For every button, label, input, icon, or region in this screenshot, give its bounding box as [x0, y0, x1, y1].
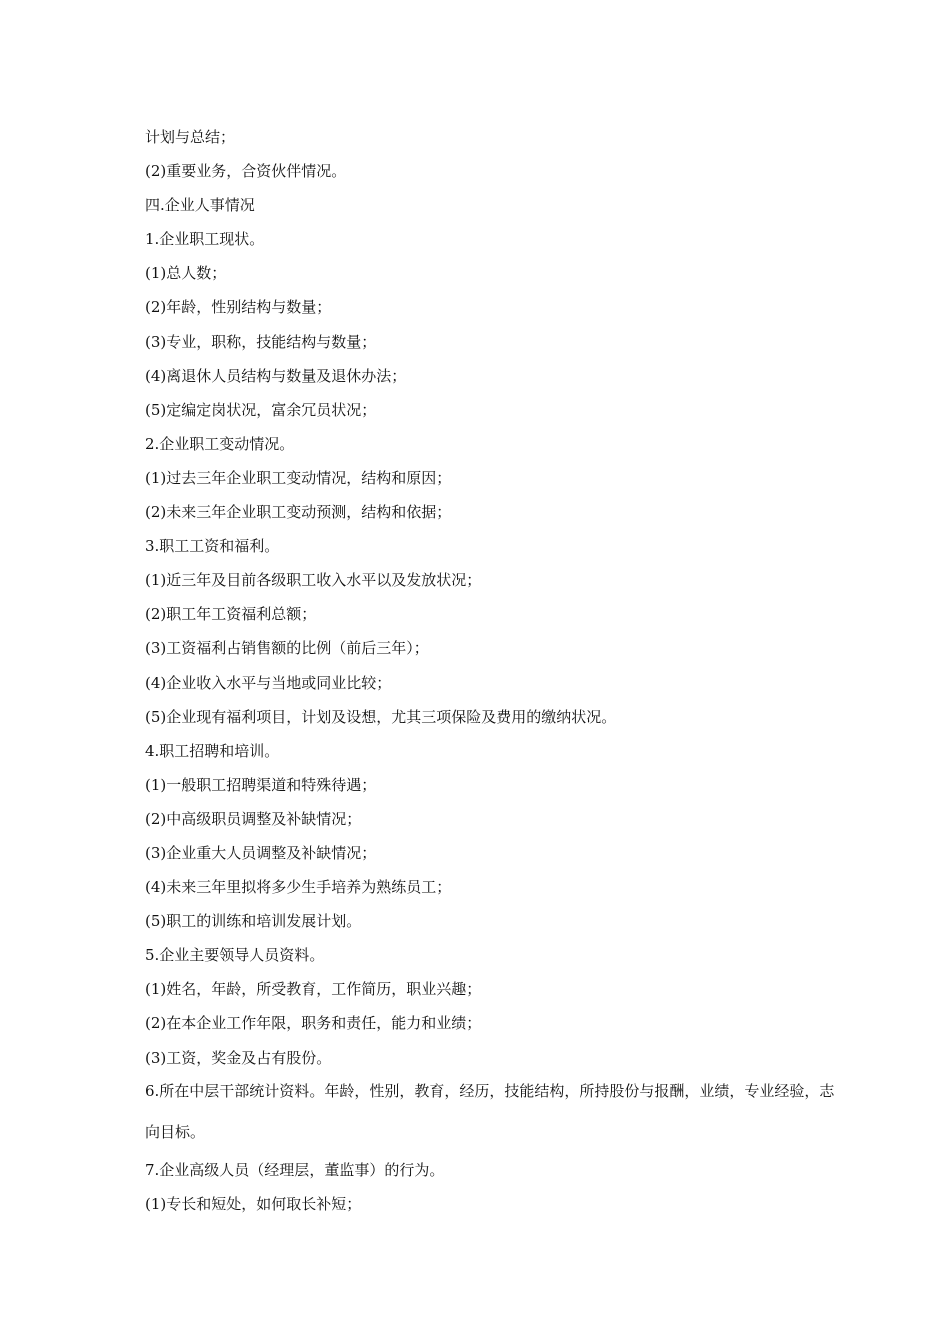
- text-line: (2)职工年工资福利总额；: [145, 605, 317, 624]
- subsection-heading: 4.职工招聘和培训。: [145, 741, 280, 760]
- text-line: (3)专业，职称，技能结构与数量；: [145, 332, 377, 351]
- text-line: (1)总人数；: [145, 264, 227, 283]
- subsection-heading: 3.职工工资和福利。: [145, 537, 280, 556]
- text-line: (1)过去三年企业职工变动情况，结构和原因；: [145, 468, 452, 487]
- subsection-heading: 1.企业职工现状。: [145, 230, 265, 249]
- text-line: (1)近三年及目前各级职工收入水平以及发放状况；: [145, 571, 482, 590]
- text-line: 计划与总结；: [145, 128, 236, 146]
- text-line: (2)中高级职员调整及补缺情况；: [145, 809, 362, 828]
- text-line: (5)企业现有福利项目，计划及设想，尤其三项保险及费用的缴纳状况。: [145, 707, 617, 726]
- text-line: (2)重要业务，合资伙伴情况。: [145, 162, 347, 181]
- paragraph: 6.所在中层干部统计资料。年龄，性别，教育，经历，技能结构，所持股份与报酬，业绩，专业经验，志向目标。: [145, 1081, 835, 1141]
- text-line: (2)未来三年企业职工变动预测，结构和依据；: [145, 503, 452, 522]
- text-line: (4)未来三年里拟将多少生手培养为熟练员工；: [145, 878, 452, 897]
- text-line: (3)企业重大人员调整及补缺情况；: [145, 843, 377, 862]
- text-line: (1)专长和短处，如何取长补短；: [145, 1194, 362, 1213]
- section-heading: 四.企业人事情况: [145, 196, 255, 215]
- text-line: (4)离退休人员结构与数量及退休办法；: [145, 366, 407, 385]
- text-line: (1)姓名，年龄，所受教育，工作简历，职业兴趣；: [145, 980, 482, 999]
- text-line: (3)工资，奖金及占有股份。: [145, 1048, 332, 1067]
- text-line: (4)企业收入水平与当地或同业比较；: [145, 673, 392, 692]
- text-line: (3)工资福利占销售额的比例（前后三年）；: [145, 639, 429, 658]
- text-line: (5)职工的训练和培训发展计划。: [145, 912, 362, 931]
- text-line: (5)定编定岗状况，富余冗员状况；: [145, 400, 377, 419]
- subsection-heading: 7.企业高级人员（经理层，董监事）的行为。: [145, 1160, 445, 1179]
- text-line: (2)在本企业工作年限，职务和责任，能力和业绩；: [145, 1014, 482, 1033]
- text-line: (1)一般职工招聘渠道和特殊待遇；: [145, 775, 377, 794]
- document-page: [145, 122, 835, 1223]
- text-line: (2)年龄，性别结构与数量；: [145, 298, 332, 317]
- subsection-heading: 2.企业职工变动情况。: [145, 434, 295, 453]
- subsection-heading: 5.企业主要领导人员资料。: [145, 946, 325, 965]
